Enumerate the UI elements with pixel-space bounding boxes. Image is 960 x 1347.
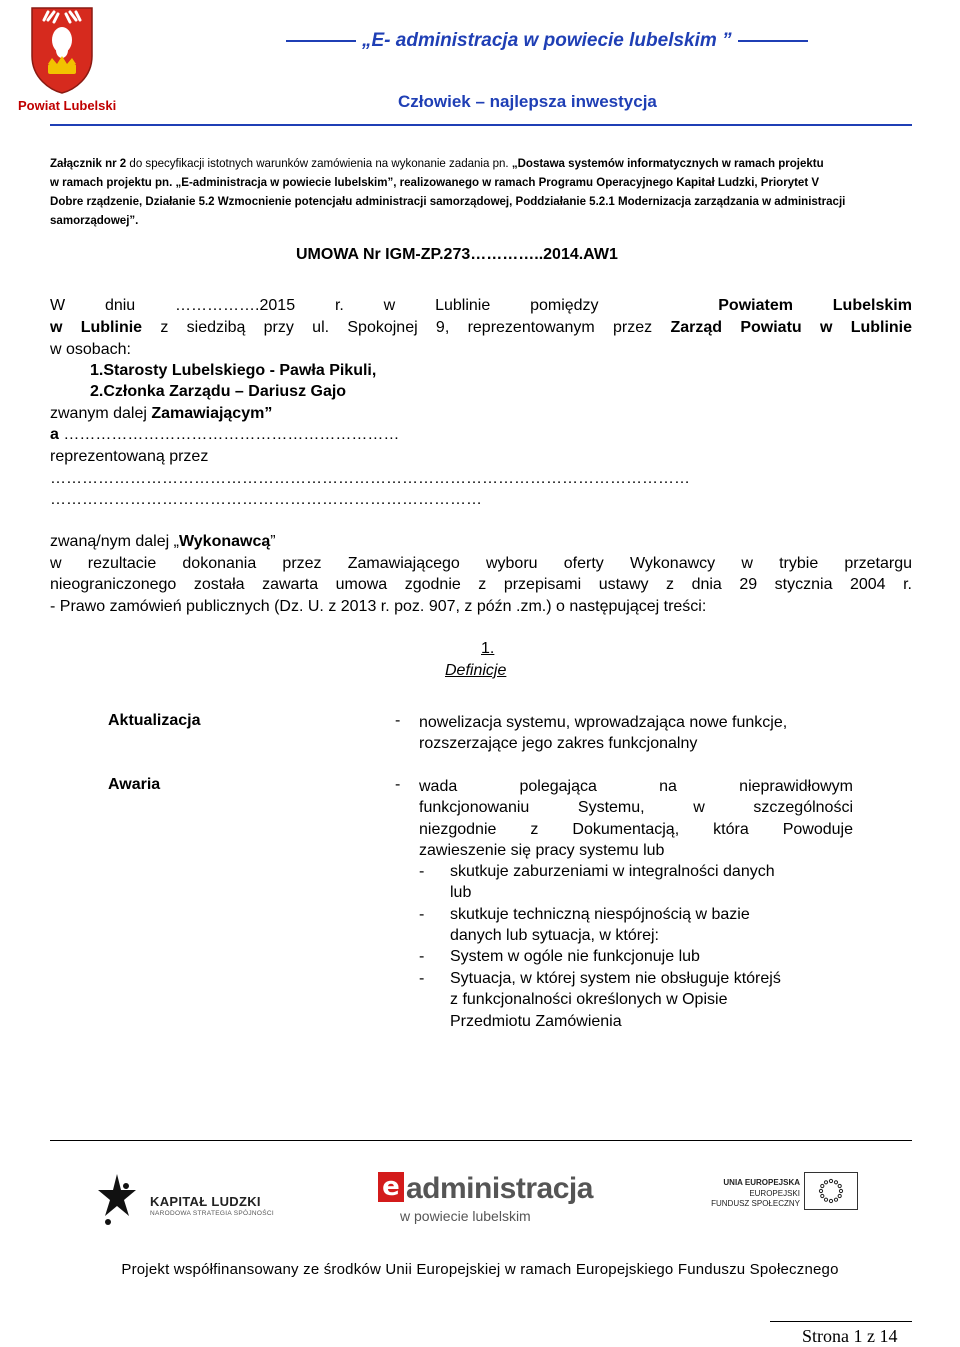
bold-text: w Lublinie <box>50 319 143 336</box>
text: z siedzibą przy ul. Spokojnej 9, reprezentowanym przez <box>142 319 671 336</box>
page-number <box>802 1326 898 1347</box>
dots-line-1: ………………………………………………………………………………………………………… <box>50 470 690 487</box>
word: w <box>383 297 396 314</box>
page-prefix: Strona <box>802 1326 854 1346</box>
attachment-paragraph <box>50 154 912 230</box>
paragraph-line-1: w rezultacie dokonania przez Zamawiającego wyboru oferty Wykonawcy w trybie przetargu <box>50 555 912 572</box>
eadmin-logo-subtext: w powiecie lubelskim <box>400 1208 531 1224</box>
bold-text: a <box>50 426 59 443</box>
header-slogan: Człowiek – najlepsza inwestycja <box>398 92 657 111</box>
definition-subitem <box>419 861 839 904</box>
attachment-bold-3: Dobre rządzenie, Działanie 5.2 Wzmocnienie potencjału administracji samorządowej, Poddziałanie 5.2.1 Modernizacja zarządzania w administracji <box>50 194 846 208</box>
definition-term: Awaria <box>108 776 161 793</box>
subitem-line: Przedmiotu Zamówienia <box>450 1012 622 1030</box>
eu-logo-line-2: EUROPEJSKI <box>749 1189 800 1198</box>
cofinancing-note: Projekt współfinansowany ze środków Unii Europejskiej w ramach Europejskiego Funduszu Społecznego <box>121 1261 839 1278</box>
subitem-line: lub <box>450 884 472 902</box>
definition-term: Aktualizacja <box>108 712 201 729</box>
subitem-line: z funkcjonalności określonych w Opisie <box>450 991 728 1009</box>
word: Lubelskim <box>832 297 912 314</box>
title-rule-left <box>286 40 356 42</box>
county-name: Powiat Lubelski <box>18 98 117 113</box>
text: zwanym dalej <box>50 405 152 422</box>
page-number-rule <box>770 1321 912 1322</box>
eu-logo-line-3: FUNDUSZ SPOŁECZNY <box>711 1199 800 1208</box>
contract-number: UMOWA Nr IGM-ZP.273…………..2014.AW1 <box>296 246 618 263</box>
bold-text: Zamawiającym” <box>151 405 273 422</box>
word: Lublinie <box>435 297 491 314</box>
definition-subitem <box>419 968 839 1032</box>
subitem-line: skutkuje zaburzeniami w integralności danych <box>450 863 775 880</box>
section-heading <box>445 638 506 681</box>
kapital-ludzki-logo-subtext: NARODOWA STRATEGIA SPÓJNOŚCI <box>150 1210 274 1217</box>
project-title <box>280 30 814 52</box>
subitem-dash: - <box>419 970 425 987</box>
represented-by: reprezentowaną przez <box>50 448 209 465</box>
subitem-dash: - <box>419 906 425 923</box>
parties-line-1 <box>50 295 912 317</box>
subitem-dash: - <box>419 863 425 880</box>
paragraph-line-2: nieograniczonego została zawarta umowa zgodnie z przepisami ustawy z dnia 29 stycznia 2004 r. <box>50 576 912 593</box>
subitem-line: System w ogóle nie funkcjonuje lub <box>450 948 700 965</box>
definition-line: nowelizacja systemu, wprowadzająca nowe funkcje, <box>419 714 788 731</box>
definition-body <box>419 776 853 861</box>
subitem-line: Sytuacja, w której system nie obsługuje którejś <box>450 970 781 987</box>
word: W <box>50 297 66 314</box>
attachment-bold-4: samorządowej”. <box>50 213 139 227</box>
project-title-text: „E- administracja w powiecie lubelskim ” <box>362 30 732 51</box>
title-rule-right <box>738 40 808 42</box>
definition-line: niezgodnie z Dokumentacją, która Powoduje <box>419 820 853 838</box>
section-number: 1. <box>481 640 495 657</box>
parties-line-3: w osobach: <box>50 341 131 358</box>
word: Powiatem <box>718 297 793 314</box>
bold-text: Zarząd Powiatu w Lublinie <box>670 319 913 336</box>
current-page: 1 <box>853 1326 863 1346</box>
dots: ……………………………………………………… <box>63 426 400 443</box>
eu-logo-line-1: UNIA EUROPEJSKA <box>723 1178 800 1187</box>
paragraph-line-3: - Prawo zamówień publicznych (Dz. U. z 2013 r. poz. 907, z późn .zm.) o następującej treści: <box>50 598 707 615</box>
person-1: 1.Starosty Lubelskiego - Pawła Pikuli, <box>90 362 377 379</box>
definition-line: wada polegająca na nieprawidłowym <box>419 778 853 795</box>
header-divider <box>50 124 912 126</box>
bold-text: Wykonawcą <box>178 533 271 550</box>
eu-flag-icon <box>804 1172 858 1210</box>
kapital-ludzki-star-icon <box>96 1172 138 1228</box>
text: zwaną/nym dalej „ <box>50 533 179 550</box>
definition-subitem <box>419 904 839 947</box>
definition-dash: - <box>395 776 401 793</box>
eadmin-logo-text: administracja <box>406 1172 593 1205</box>
definition-line: funkcjonowaniu Systemu, w szczególności <box>419 799 853 817</box>
wykonawca-line <box>50 531 912 553</box>
zamawiajacy-line <box>50 403 912 425</box>
parties-line-2 <box>50 317 912 339</box>
page-of: z <box>862 1326 880 1346</box>
attachment-bold-1: „Dostawa systemów informatycznych w ramach projektu <box>511 156 824 170</box>
definition-line: zawieszenie się pracy systemu lub <box>419 841 665 859</box>
kapital-ludzki-logo-text: KAPITAŁ LUDZKI <box>150 1194 261 1209</box>
definition-dash: - <box>395 712 401 729</box>
contractor-line <box>50 424 912 446</box>
definition-line: rozszerzające jego zakres funkcjonalny <box>419 735 698 753</box>
eadmin-logo-mark: e <box>378 1172 404 1202</box>
attachment-lead: Załącznik nr 2 <box>50 156 127 170</box>
subitem-line: skutkuje techniczną niespójnością w bazie <box>450 906 750 923</box>
text: ” <box>270 533 276 550</box>
word: pomiędzy <box>530 297 599 314</box>
spacer <box>638 295 678 317</box>
dots-line-2: ……………………………………………………………………… <box>50 491 482 508</box>
subitem-line: danych lub sytuacja, w której: <box>450 927 659 945</box>
subitem-dash: - <box>419 948 425 965</box>
footer-divider <box>50 1140 912 1141</box>
definition-body <box>419 712 853 755</box>
county-coat-of-arms <box>30 6 94 94</box>
word: dniu <box>104 297 136 314</box>
attachment-bold-2: w ramach projektu pn. „E-administracja w powiecie lubelskim”, realizowanego w ramach Programu Operacyjnego Kapitał Ludzki, Priorytet V <box>50 175 820 189</box>
person-2: 2.Członka Zarządu – Dariusz Gajo <box>90 383 347 400</box>
section-title: Definicje <box>445 661 507 679</box>
attachment-text: do specyfikacji istotnych warunków zamówienia na wykonanie zadania pn. <box>126 156 512 170</box>
total-pages: 14 <box>879 1326 898 1346</box>
word: …………….2015 <box>175 297 296 314</box>
word: r. <box>334 297 344 314</box>
definition-subitem <box>419 946 839 967</box>
